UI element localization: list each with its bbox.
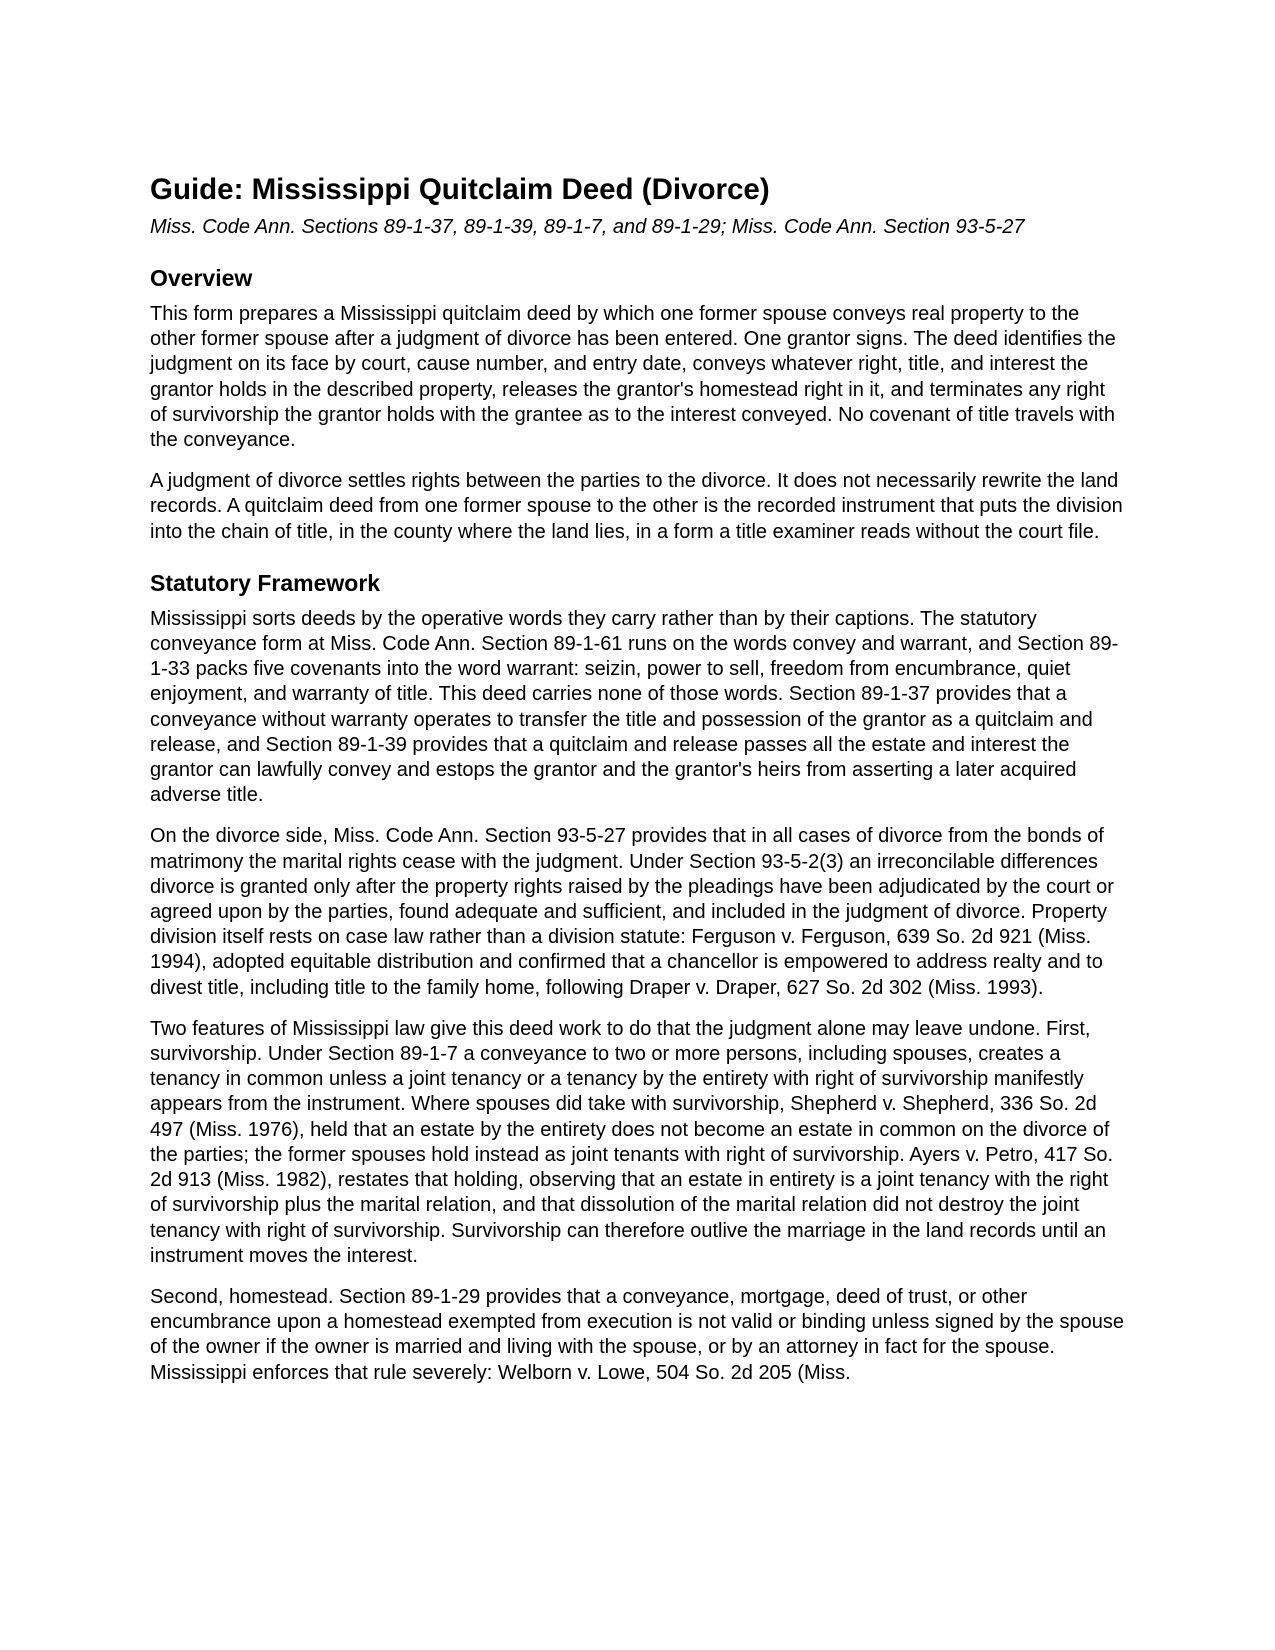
paragraph: Two features of Mississippi law give this deed work to do that the judgment alone may leave undone. First, survivorship. Under Section 89-1-7 a conveyance to two or more persons, including spouses, creates a tenancy in common unless a joint tenancy or a tenancy by the entirety with right of survivorship manifestly appears from the instrument. Where spouses did take with survivorship, Shepherd v. Shepherd, 336 So. 2d 497 (Miss. 1976), held that an estate by the entirety does not become an estate in common on the divorce of the parties; the former spouses hold instead as joint tenants with right of survivorship. Ayers v. Petro, 417 So. 2d 913 (Miss. 1982), restates that holding, observing that an estate in entirety is a joint tenancy with the right of survivorship plus the marital relation, and that dissolution of the marital relation did not destroy the joint tenancy with right of survivorship. Survivorship can therefore outlive the marriage in the land records until an instrument moves the interest.: [150, 1017, 1114, 1267]
section-overview: [150, 264, 1125, 545]
section-heading: Overview: [150, 265, 253, 291]
paragraph: Second, homestead. Section 89-1-29 provides that a conveyance, mortgage, deed of trust, or other encumbrance upon a homestead exempted from execution is not valid or binding unless signed by the spouse of the owner if the owner is married and living with the spouse, or by an attorney in fact for the spouse. Mississippi enforces that rule severely: Welborn v. Lowe, 504 So. 2d 205 (Miss.: [150, 1285, 1124, 1384]
document-title: Guide: Mississippi Quitclaim Deed (Divorce): [150, 173, 770, 206]
section-heading: Statutory Framework: [150, 569, 381, 596]
document-page: [150, 172, 1125, 1402]
document-subtitle: Miss. Code Ann. Sections 89-1-37, 89-1-39, 89-1-7, and 89-1-29; Miss. Code Ann. Section 93-5-27: [150, 216, 1025, 238]
paragraph: On the divorce side, Miss. Code Ann. Section 93-5-27 provides that in all cases of divorce from the bonds of matrimony the marital rights cease with the judgment. Under Section 93-5-2(3) an irreconcilable differences divorce is granted only after the property rights raised by the pleadings have been adjudicated by the court or agreed upon by the parties, found adequate and sufficient, and included in the judgment of divorce. Property division itself rests on case law rather than a division statute: Ferguson v. Ferguson, 639 So. 2d 921 (Miss. 1994), adopted equitable distribution and confirmed that a chancellor is empowered to address realty and to divest title, including title to the family home, following Draper v. Draper, 627 So. 2d 302 (Miss. 1993).: [150, 825, 1114, 999]
paragraph: A judgment of divorce settles rights between the parties to the divorce. It does not necessarily rewrite the land records. A quitclaim deed from one former spouse to the other is the recorded instrument that puts the division into the chain of title, in the county where the land lies, in a form a title examiner reads without the court file.: [150, 470, 1123, 543]
section-statutory-framework: [150, 569, 1125, 1386]
paragraph: Mississippi sorts deeds by the operative words they carry rather than by their captions. The statutory conveyance form at Miss. Code Ann. Section 89-1-61 runs on the words convey and warrant, and Section 89-1-33 packs five covenants into the word warrant: seizin, power to sell, freedom from encumbrance, quiet enjoyment, and warranty of title. This deed carries none of those words. Section 89-1-37 provides that a conveyance without warranty operates to transfer the title and possession of the grantor as a quitclaim and release, and Section 89-1-39 provides that a quitclaim and release passes all the estate and interest the grantor can lawfully convey and estops the grantor and the grantor's heirs from asserting a later acquired adverse title.: [150, 607, 1119, 807]
paragraph: This form prepares a Mississippi quitclaim deed by which one former spouse conveys real property to the other former spouse after a judgment of divorce has been entered. One grantor signs. The deed identifies the judgment on its face by court, cause number, and entry date, conveys whatever right, title, and interest the grantor holds in the described property, releases the grantor's homestead right in it, and terminates any right of survivorship the grantor holds with the grantee as to the interest conveyed. No covenant of title travels with the conveyance.: [150, 303, 1116, 452]
